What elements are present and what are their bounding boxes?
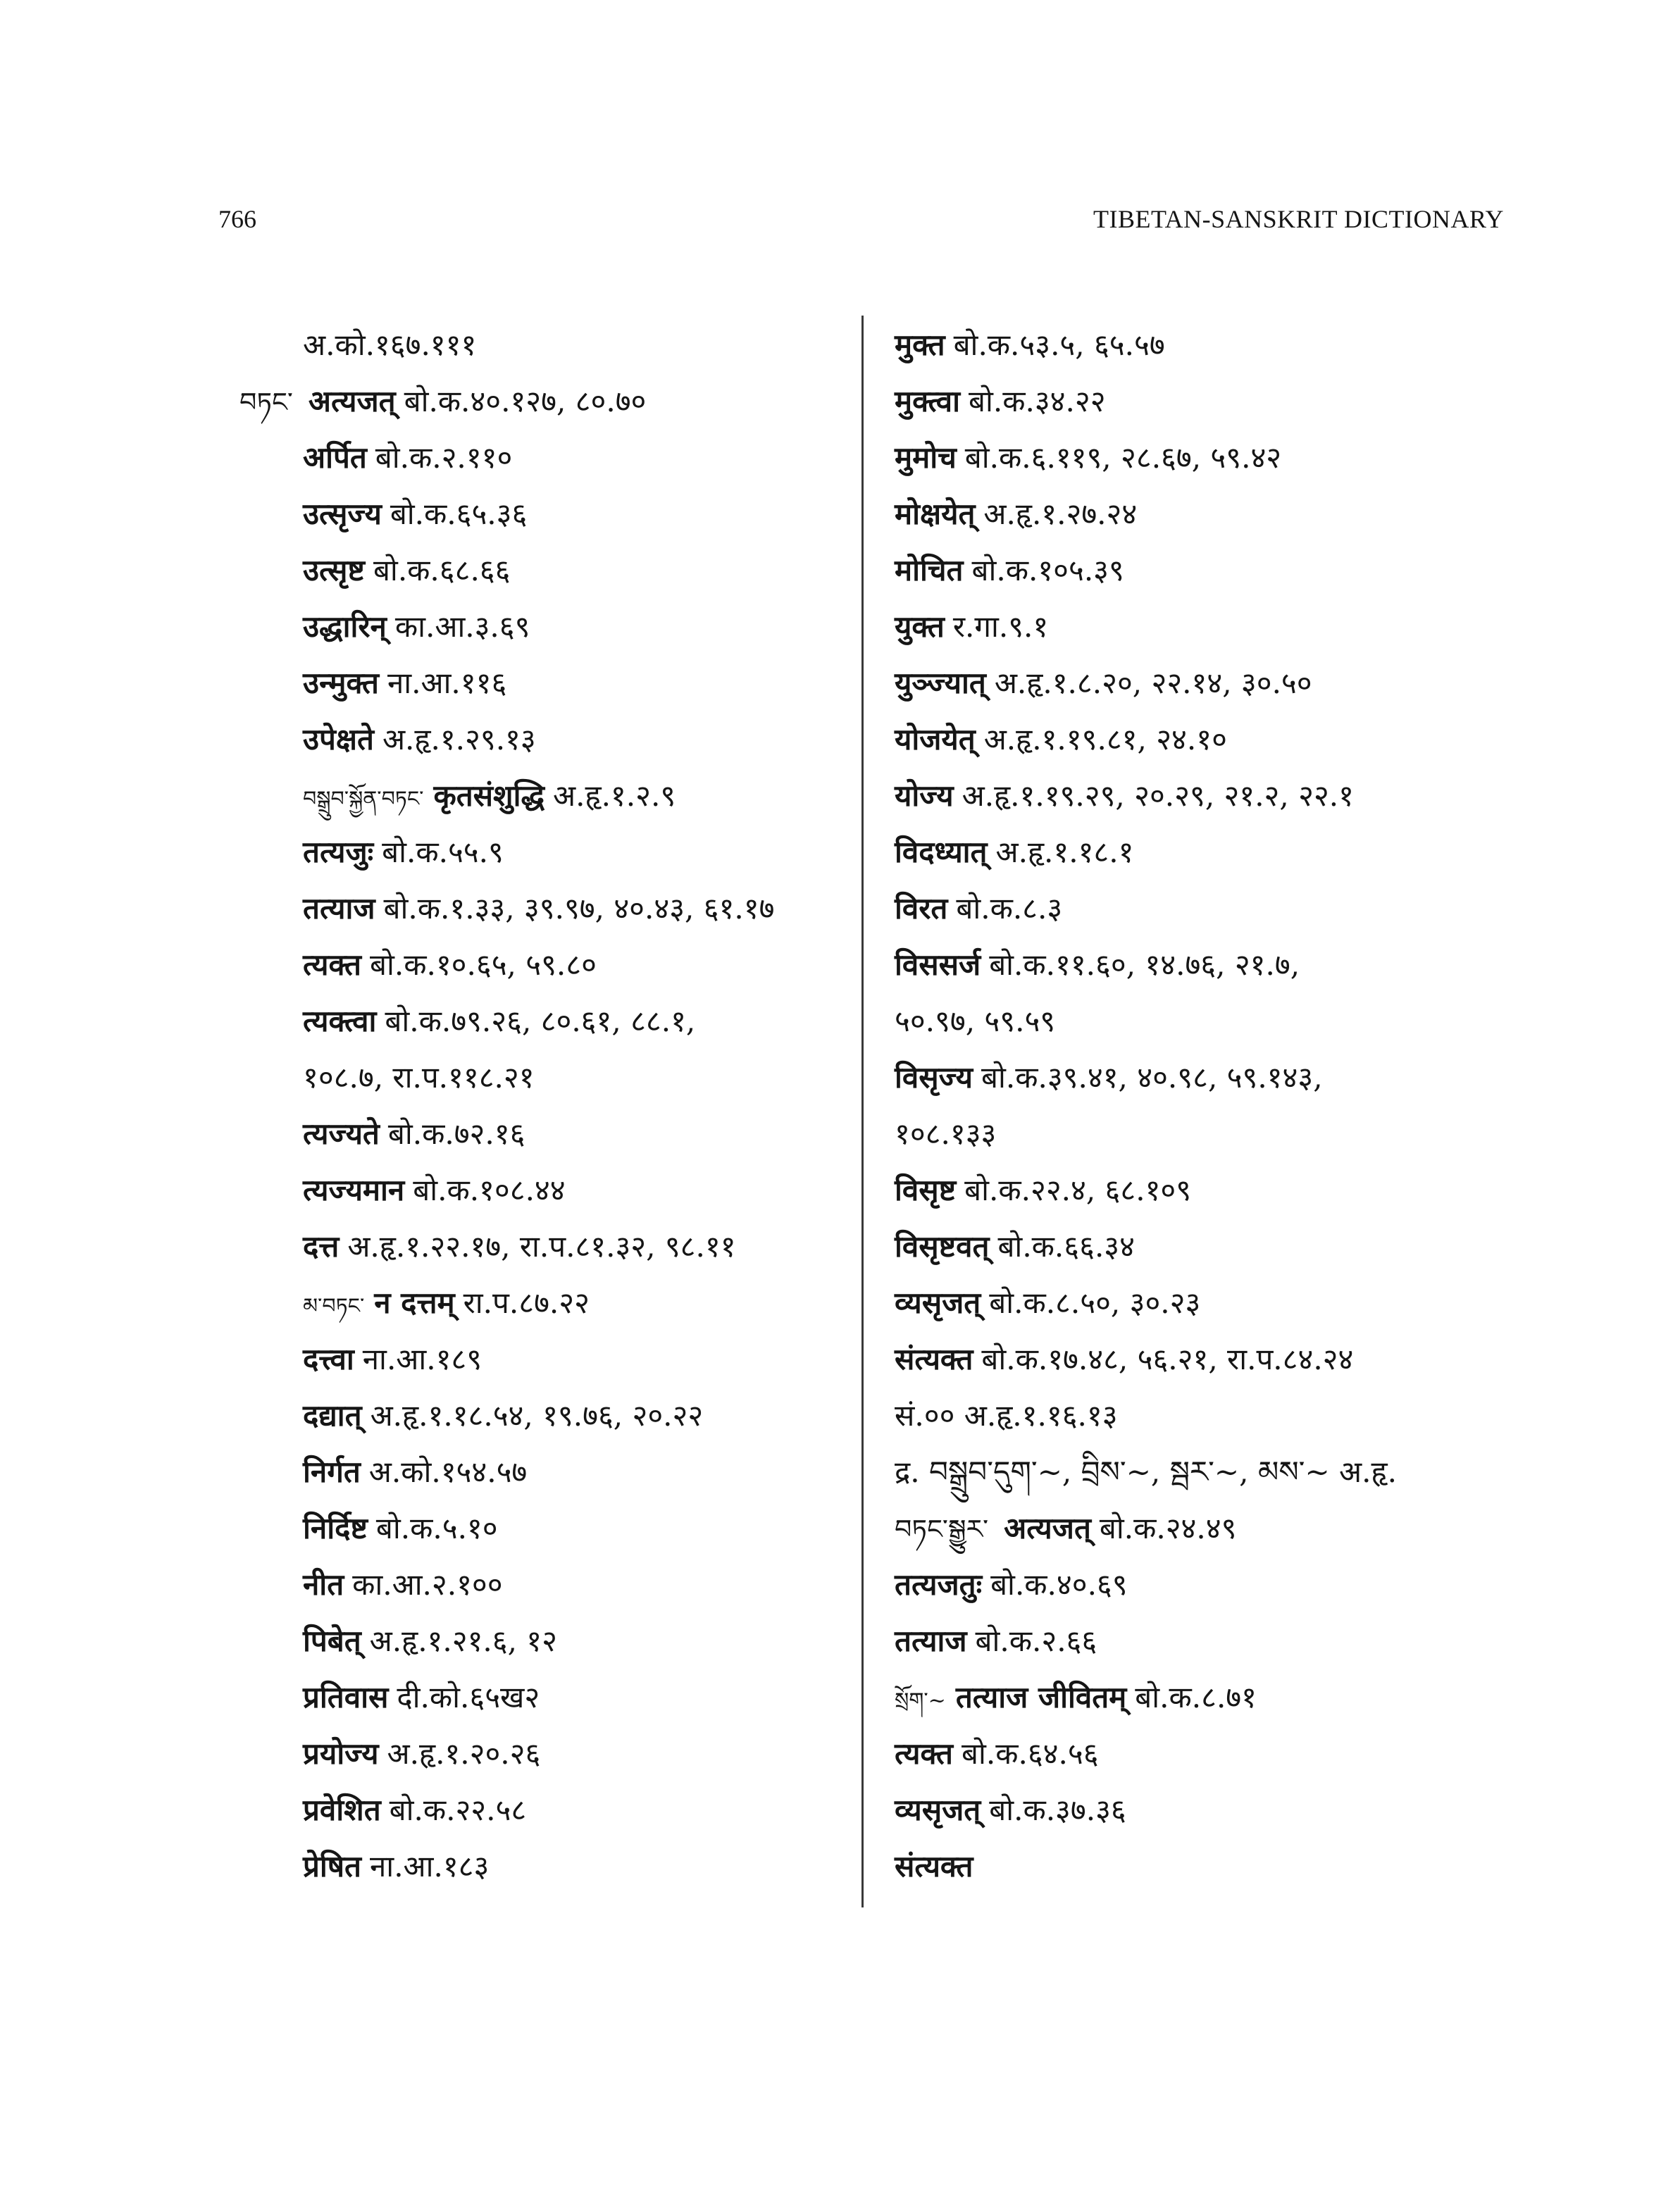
- dictionary-entry: [895, 993, 1500, 1050]
- dictionary-entry: [895, 824, 1500, 880]
- source-reference: अ.हृ.१.२.९: [553, 778, 676, 813]
- source-reference: बो.क.३४.२२: [969, 384, 1106, 418]
- dictionary-entry: [895, 317, 1500, 373]
- sanskrit-headword: तत्याज: [303, 891, 375, 926]
- sanskrit-headword: उत्सृष्ट: [303, 553, 365, 587]
- dictionary-entry: [239, 768, 845, 824]
- dictionary-entry: [239, 1444, 845, 1500]
- source-reference: द्र. བསྒྲུབ་དུག་~, བྲིས་~, སྦར་~, མས་~ अ.हृ.: [895, 1455, 1397, 1489]
- dictionary-entry: [895, 373, 1500, 430]
- sanskrit-headword: निर्गत: [303, 1455, 361, 1489]
- dictionary-entry: [239, 655, 845, 711]
- source-reference: अ.हृ.१.२०.२६: [387, 1736, 541, 1771]
- dictionary-entry: [239, 1106, 845, 1162]
- dictionary-entry: [239, 1500, 845, 1557]
- source-reference: अ.हृ.१.२९.१३: [382, 722, 536, 757]
- dictionary-entry: [239, 430, 845, 486]
- dictionary-entry: [895, 1838, 1500, 1895]
- source-reference: बो.क.८.५०, ३०.२३: [989, 1285, 1201, 1320]
- dictionary-entry: [239, 486, 845, 542]
- sanskrit-headword: अर्पित: [303, 440, 367, 475]
- source-reference: बो.क.६८.६६: [373, 553, 511, 587]
- source-reference: बो.क.८.३: [956, 891, 1063, 926]
- dictionary-entry: [895, 655, 1500, 711]
- sanskrit-headword: त्यक्त: [303, 947, 361, 982]
- source-reference: ५०.९७, ५९.५९: [895, 1004, 1056, 1038]
- dictionary-entry: [239, 317, 845, 373]
- dictionary-entry: [895, 880, 1500, 937]
- dictionary-entry: [239, 599, 845, 655]
- tibetan-term: བཏང་སྒྱུར་: [895, 1514, 989, 1545]
- sanskrit-headword: प्रेषित: [303, 1849, 361, 1884]
- dictionary-entry: [895, 1162, 1500, 1219]
- dictionary-entry: [895, 1275, 1500, 1331]
- source-reference: बो.क.२४.४९: [1099, 1511, 1237, 1545]
- dictionary-entry: [895, 768, 1500, 824]
- dictionary-entry: [239, 1050, 845, 1106]
- sanskrit-headword: मुमोच: [895, 440, 957, 475]
- source-reference: बो.क.७२.१६: [387, 1116, 525, 1151]
- dictionary-entry: [895, 1782, 1500, 1838]
- sanskrit-headword: विरत: [895, 891, 948, 926]
- source-reference: ना.आ.१८९: [362, 1342, 483, 1376]
- source-reference: बो.क.६४.५६: [962, 1736, 1099, 1771]
- sanskrit-headword: योज्य: [895, 778, 954, 813]
- right-column: [895, 317, 1500, 1895]
- column-divider: [861, 316, 864, 1907]
- dictionary-entry: [239, 1331, 845, 1388]
- dictionary-entry: [239, 1557, 845, 1613]
- dictionary-entry: [239, 1162, 845, 1219]
- dictionary-entry: [239, 373, 845, 430]
- page-header: [218, 204, 1504, 239]
- source-reference: बो.क.१०५.३९: [971, 553, 1124, 587]
- sanskrit-headword: त्यज्यमान: [303, 1173, 405, 1207]
- source-reference: बो.क.२२.५८: [389, 1793, 527, 1827]
- running-title: TIBETAN-SANSKRIT DICTIONARY: [1093, 205, 1504, 233]
- sanskrit-headword: विसृज्य: [895, 1060, 973, 1095]
- sanskrit-headword: मुक्त: [895, 328, 945, 362]
- source-reference: ना.आ.१८३: [370, 1849, 490, 1884]
- dictionary-entry: [239, 1726, 845, 1782]
- sanskrit-headword: प्रयोज्य: [303, 1736, 379, 1771]
- source-reference: अ.को.१५४.५७: [368, 1455, 528, 1489]
- dictionary-entry: [239, 1838, 845, 1895]
- sanskrit-headword: पिबेत्: [303, 1624, 361, 1658]
- source-reference: बो.क.१७.४८, ५६.२१, रा.प.८४.२४: [981, 1342, 1354, 1376]
- dictionary-entry: [895, 1613, 1500, 1669]
- dictionary-entry: [239, 711, 845, 768]
- sanskrit-headword: उत्सृज्य: [303, 497, 382, 531]
- sanskrit-headword: त्यज्यते: [303, 1116, 380, 1151]
- source-reference: १०८.१३३: [895, 1116, 997, 1151]
- source-reference: बो.क.३९.४१, ४०.९८, ५९.१४३,: [981, 1060, 1323, 1095]
- source-reference: बो.क.५.१०: [375, 1511, 498, 1545]
- dictionary-entry: [239, 1669, 845, 1726]
- sanskrit-headword: योजयेत्: [895, 722, 976, 757]
- source-reference: अ.हृ.१.८.२०, २२.१४, ३०.५०: [994, 666, 1312, 700]
- dictionary-entry: [895, 542, 1500, 599]
- sanskrit-headword: दत्त: [303, 1229, 340, 1264]
- dictionary-entry: [895, 711, 1500, 768]
- source-reference: बो.क.१.३३, ३९.९७, ४०.४३, ६१.१७: [383, 891, 775, 926]
- dictionary-entry: [239, 1388, 845, 1444]
- sanskrit-headword: प्रवेशित: [303, 1793, 381, 1827]
- dictionary-entry: [895, 599, 1500, 655]
- source-reference: ना.आ.११६: [387, 666, 507, 700]
- sanskrit-headword: नीत: [303, 1567, 344, 1602]
- dictionary-entry: [895, 1669, 1500, 1726]
- dictionary-entry: [239, 824, 845, 880]
- source-reference: र.गा.९.१: [952, 609, 1049, 644]
- source-reference: अ.हृ.१.२१.६, १२: [369, 1624, 557, 1658]
- dictionary-entry: [895, 1219, 1500, 1275]
- sanskrit-headword: संत्यक्त: [895, 1849, 973, 1884]
- sanskrit-headword: दत्त्वा: [303, 1342, 354, 1376]
- sanskrit-headword: तत्याज जीवितम्: [955, 1680, 1127, 1714]
- source-reference: बो.क.६६.३४: [997, 1229, 1135, 1264]
- source-reference: १०८.७, रा.प.११८.२१: [303, 1060, 535, 1095]
- sanskrit-headword: मुक्त्वा: [895, 384, 960, 418]
- source-reference: बो.क.२२.४, ६८.१०९: [964, 1173, 1192, 1207]
- sanskrit-headword: तत्यजतुः: [895, 1567, 983, 1602]
- sanskrit-headword: निर्दिष्ट: [303, 1511, 368, 1545]
- tibetan-term: སྲོག་~: [895, 1688, 946, 1713]
- sanskrit-headword: विसृष्ट: [895, 1173, 957, 1207]
- source-reference: अ.हृ.१.१९.२९, २०.२९, २१.२, २२.१: [962, 778, 1354, 813]
- dictionary-entry: [895, 937, 1500, 993]
- source-reference: अ.को.१६७.१११: [303, 328, 477, 362]
- source-reference: बो.क.११.६०, १४.७६, २१.७,: [989, 947, 1300, 982]
- dictionary-entry: [895, 1331, 1500, 1388]
- sanskrit-headword: मोचित: [895, 553, 964, 587]
- sanskrit-headword: अत्यजत्: [1004, 1511, 1091, 1545]
- source-reference: बो.क.२.६६: [975, 1624, 1097, 1658]
- source-reference: बो.क.४०.६९: [990, 1567, 1128, 1602]
- source-reference: रा.प.८७.२२: [463, 1285, 590, 1320]
- sanskrit-headword: उद्धारिन्: [303, 609, 387, 644]
- source-reference: अ.हृ.१.१९.८१, २४.१०: [983, 722, 1227, 757]
- tibetan-term: མ་བཏང་: [303, 1294, 365, 1319]
- dictionary-entry: [895, 1557, 1500, 1613]
- sanskrit-headword: तत्यजुः: [303, 835, 374, 869]
- dictionary-entry: [239, 993, 845, 1050]
- dictionary-entry: [239, 1613, 845, 1669]
- dictionary-entry: [239, 1275, 845, 1331]
- dictionary-entry: [895, 430, 1500, 486]
- source-reference: अ.हृ.१.२७.२४: [983, 497, 1138, 531]
- source-reference: बो.क.६.११९, २८.६७, ५९.४२: [964, 440, 1282, 475]
- dictionary-entry: [239, 1219, 845, 1275]
- source-reference: बो.क.२.११०: [375, 440, 513, 475]
- source-reference: बो.क.४०.१२७, ८०.७०: [404, 384, 647, 418]
- sanskrit-headword: प्रतिवास: [303, 1680, 389, 1714]
- source-reference: बो.क.५५.९: [382, 835, 504, 869]
- sanskrit-headword: उपेक्षते: [303, 722, 374, 757]
- sanskrit-headword: त्यक्त्वा: [303, 1004, 377, 1038]
- dictionary-entry: [895, 1388, 1500, 1444]
- tibetan-term: བཏང་: [239, 387, 293, 418]
- sanskrit-headword: त्यक्त: [895, 1736, 953, 1771]
- left-column: [239, 317, 845, 1895]
- sanskrit-headword: उन्मुक्त: [303, 666, 379, 700]
- dictionary-entry: [895, 1050, 1500, 1106]
- dictionary-entry: [895, 1106, 1500, 1162]
- sanskrit-headword: युक्त: [895, 609, 945, 644]
- dictionary-entry: [895, 486, 1500, 542]
- sanskrit-headword: युञ्ज्यात्: [895, 666, 986, 700]
- dictionary-entry: [239, 1782, 845, 1838]
- source-reference: अ.हृ.१.२२.१७, रा.प.८१.३२, ९८.११: [347, 1229, 736, 1264]
- sanskrit-headword: व्यसृजत्: [895, 1285, 981, 1320]
- source-reference: बो.क.८.७१: [1135, 1680, 1257, 1714]
- sanskrit-headword: कृतसंशुद्धि: [433, 778, 545, 813]
- source-reference: बो.क.६५.३६: [390, 497, 528, 531]
- dictionary-entry: [895, 1500, 1500, 1557]
- source-reference: अ.हृ.१.१८.१: [995, 835, 1134, 869]
- sanskrit-headword: दद्यात्: [303, 1398, 362, 1433]
- dictionary-entry: [895, 1444, 1500, 1500]
- page-number: 766: [218, 205, 256, 233]
- dictionary-entry: [239, 880, 845, 937]
- sanskrit-headword: व्यसृजत्: [895, 1793, 981, 1827]
- source-reference: बो.क.५३.५, ६५.५७: [953, 328, 1165, 362]
- sanskrit-headword: न दत्तम्: [374, 1285, 455, 1320]
- source-reference: बो.क.७९.२६, ८०.६१, ८८.१,: [385, 1004, 696, 1038]
- source-reference: बो.क.१०८.४४: [413, 1173, 566, 1207]
- sanskrit-headword: तत्याज: [895, 1624, 967, 1658]
- source-reference: बो.क.३७.३६: [989, 1793, 1126, 1827]
- source-reference: का.आ.२.१००: [352, 1567, 503, 1602]
- sanskrit-headword: संत्यक्त: [895, 1342, 973, 1376]
- sanskrit-headword: अत्यजत्: [308, 384, 396, 418]
- sanskrit-headword: विसृष्टवत्: [895, 1229, 990, 1264]
- dictionary-entry: [239, 937, 845, 993]
- dictionary-entry: [239, 542, 845, 599]
- sanskrit-headword: मोक्षयेत्: [895, 497, 976, 531]
- source-reference: बो.क.१०.६५, ५९.८०: [370, 947, 597, 982]
- source-reference: सं.०० अ.हृ.१.१६.१३: [895, 1398, 1118, 1433]
- source-reference: दी.को.६५ख२: [397, 1680, 540, 1714]
- sanskrit-headword: विदध्यात्: [895, 835, 988, 869]
- sanskrit-headword: विससर्ज: [895, 947, 981, 982]
- source-reference: का.आ.३.६९: [394, 609, 530, 644]
- dictionary-entry: [895, 1726, 1500, 1782]
- tibetan-term: བསྒྲུབ་སྐྱོན་བཏང་: [303, 787, 424, 811]
- source-reference: अ.हृ.१.१८.५४, १९.७६, २०.२२: [370, 1398, 704, 1433]
